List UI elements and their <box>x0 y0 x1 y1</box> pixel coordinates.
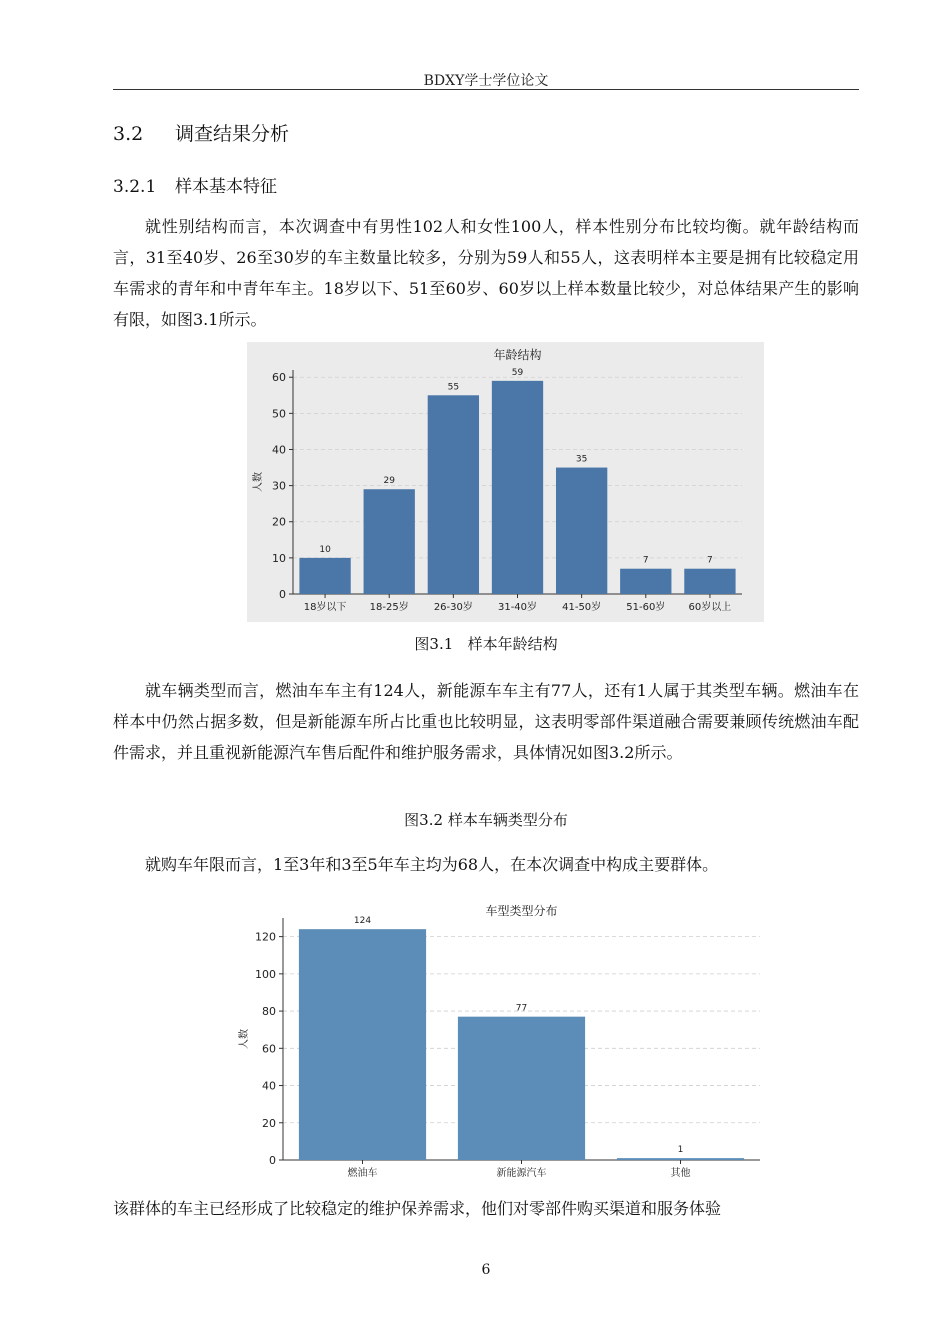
y-tick-label: 10 <box>272 551 286 565</box>
x-tick-label: 18-25岁 <box>369 602 409 613</box>
y-tick-label: 20 <box>272 515 286 529</box>
bar <box>556 468 607 594</box>
section-heading <box>113 119 289 146</box>
figure-caption-1 <box>113 633 859 654</box>
data-label: 1 <box>677 1145 684 1156</box>
y-tick-label: 0 <box>279 588 286 601</box>
page-number: 6 <box>481 1262 491 1278</box>
y-tick-label: 100 <box>255 967 276 981</box>
bar <box>684 569 735 594</box>
figure-label-2: 图3.2 <box>404 811 444 829</box>
data-label: 124 <box>353 916 372 927</box>
y-tick-label: 50 <box>272 407 286 421</box>
bar <box>299 929 426 1160</box>
bar <box>458 1017 585 1160</box>
y-axis-label: 人数 <box>253 472 264 492</box>
figure-title-2: 样本车辆类型分布 <box>447 811 568 829</box>
chart-title: 年龄结构 <box>493 348 542 362</box>
bar <box>620 569 671 594</box>
paragraph-gender-age: 就性别结构而言，本次调查中有男性102人和女性100人，样本性别分布比较均衡。就年龄结构而言，31至40岁、26至30岁的车主数量比较多，分别为59人和55人，这表明样本主要是拥有比较稳定用车需求的青年和中青年车主。18岁以下、51至60岁、60岁以上样本数量比较少，对总体结果产生的影响有限，如图3.1所示。 <box>113 217 859 329</box>
x-tick-label: 31-40岁 <box>497 602 538 613</box>
x-tick-label: 41-50岁 <box>562 602 602 613</box>
vehicle-type-bar-chart <box>227 898 772 1188</box>
bar <box>617 1158 744 1160</box>
bar <box>364 489 415 594</box>
y-tick-label: 120 <box>255 930 276 944</box>
data-label: 10 <box>319 544 331 555</box>
figure-label-1: 图3.1 <box>414 635 454 653</box>
y-tick-label: 60 <box>272 371 286 385</box>
figure-caption-2 <box>113 809 859 830</box>
subsection-number: 3.2.1 <box>113 177 157 197</box>
y-tick-label: 40 <box>262 1079 276 1093</box>
data-label: 7 <box>642 555 649 566</box>
subsection-title: 样本基本特征 <box>175 177 277 197</box>
x-tick-label: 其他 <box>670 1168 691 1179</box>
y-tick-label: 60 <box>262 1042 276 1056</box>
y-tick-label: 20 <box>262 1116 276 1130</box>
y-axis-label: 人数 <box>239 1029 250 1049</box>
x-tick-label: 26-30岁 <box>433 602 473 613</box>
y-tick-label: 30 <box>272 479 286 493</box>
data-label: 35 <box>575 454 588 465</box>
x-tick-label: 51-60岁 <box>626 602 666 613</box>
data-label: 29 <box>383 476 395 487</box>
bar <box>492 381 543 594</box>
header-rule <box>113 89 859 90</box>
section-number: 3.2 <box>113 123 144 145</box>
age-bar-chart <box>247 342 764 622</box>
x-tick-label: 60岁以上 <box>688 602 732 613</box>
paragraph-purchase-years: 就购车年限而言，1至3年和3至5年车主均为68人，在本次调查中构成主要群体。 <box>145 855 719 874</box>
bar <box>428 395 479 594</box>
x-tick-label: 新能源汽车 <box>496 1168 547 1179</box>
chart-title: 车型类型分布 <box>485 904 558 918</box>
running-header: BDXY学士学位论文 <box>423 73 549 89</box>
y-tick-label: 40 <box>272 443 286 457</box>
x-tick-label: 燃油车 <box>347 1168 378 1179</box>
section-title: 调查结果分析 <box>175 123 290 145</box>
paragraph-vehicle-type: 就车辆类型而言，燃油车车主有124人，新能源车车主有77人，还有1人属于其类型车辆。燃油车在样本中仍然占据多数，但是新能源车所占比重也比较明显，这表明零部件渠道融合需要兼顾传统燃油车配件需求，并且重视新能源汽车售后配件和维护服务需求，具体情况如图3.2所示。 <box>113 681 859 762</box>
figure-title-1: 样本年龄结构 <box>467 635 558 653</box>
subsection-heading <box>113 172 277 197</box>
data-label: 59 <box>511 367 524 378</box>
bar <box>299 558 350 594</box>
figure-age-chart <box>247 342 764 622</box>
x-tick-label: 18岁以下 <box>303 602 347 613</box>
figure-vehicle-chart <box>227 898 772 1188</box>
data-label: 55 <box>447 382 460 393</box>
paragraph-continuation: 该群体的车主已经形成了比较稳定的维护保养需求，他们对零部件购买渠道和服务体验 <box>113 1199 722 1218</box>
y-tick-label: 0 <box>269 1154 276 1167</box>
data-label: 77 <box>515 1003 528 1014</box>
data-label: 7 <box>707 555 713 566</box>
y-tick-label: 80 <box>262 1005 276 1019</box>
